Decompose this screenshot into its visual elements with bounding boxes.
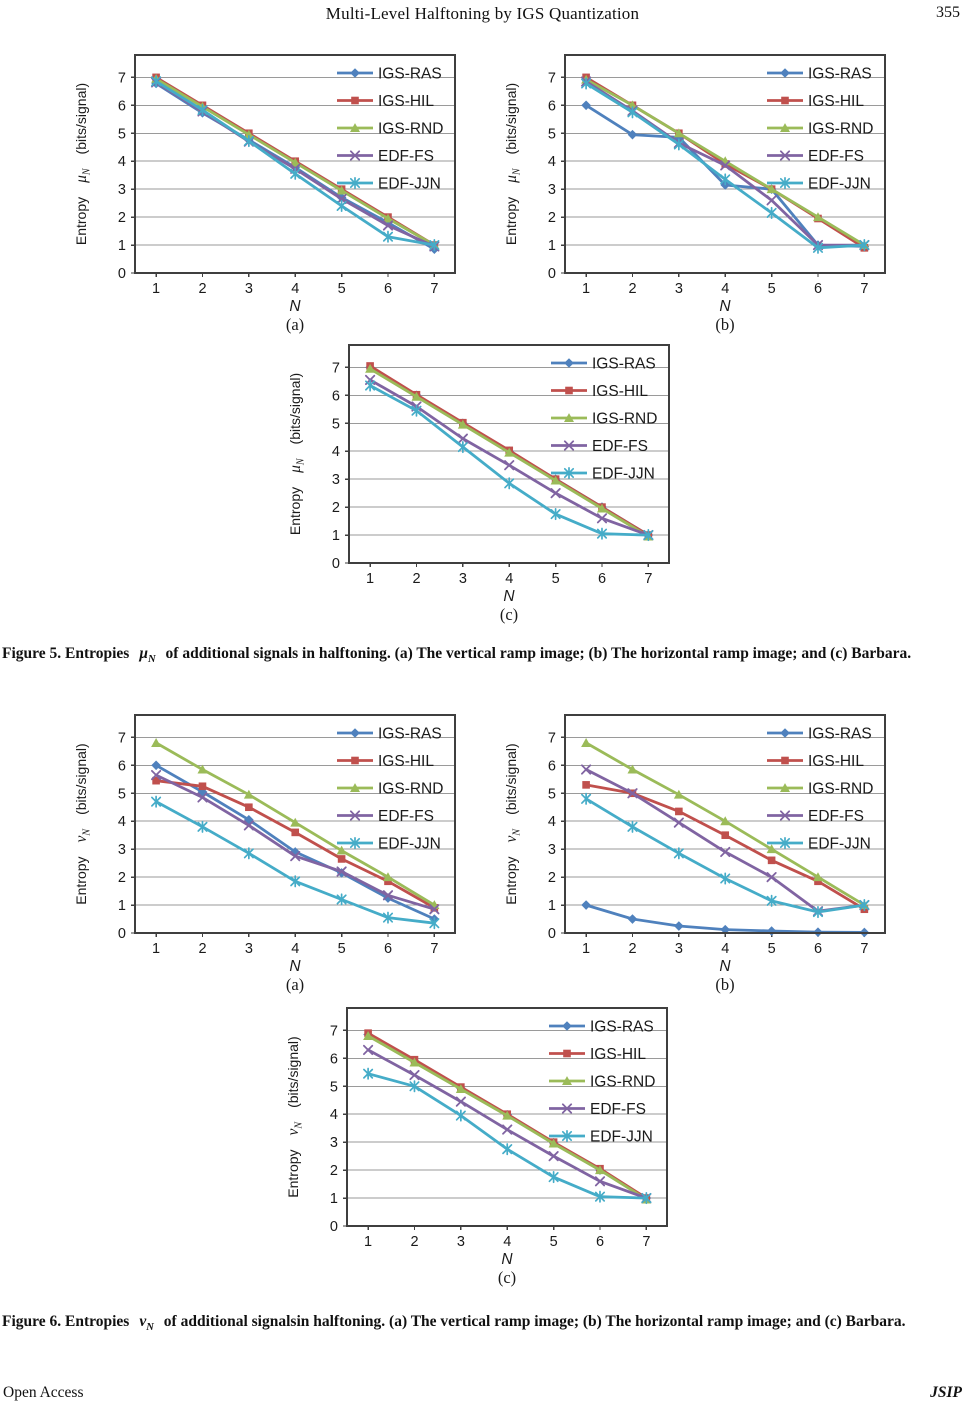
svg-text:3: 3 <box>329 1135 338 1152</box>
svg-text:3: 3 <box>244 941 253 957</box>
svg-text:1: 1 <box>152 941 161 957</box>
y-axis <box>330 1023 347 1235</box>
footer-open-access: Open Access <box>3 1384 84 1401</box>
svg-text:1: 1 <box>329 1191 338 1208</box>
svg-text:EDF-FS: EDF-FS <box>808 808 864 825</box>
svg-text:IGS-RAS: IGS-RAS <box>378 65 442 83</box>
line-chart-5b <box>501 43 901 335</box>
x-axis-title: N <box>501 1251 513 1268</box>
svg-text:7: 7 <box>329 1023 338 1040</box>
svg-text:IGS-HIL: IGS-HIL <box>378 753 434 770</box>
svg-text:IGS-HIL: IGS-HIL <box>808 753 864 770</box>
x-axis-title: N <box>289 958 301 975</box>
svg-text:IGS-RND: IGS-RND <box>378 780 444 798</box>
svg-text:IGS-HIL: IGS-HIL <box>590 1046 646 1063</box>
svg-text:7: 7 <box>331 360 340 377</box>
svg-text:4: 4 <box>291 281 300 297</box>
x-axis <box>152 273 438 297</box>
svg-text:EDF-FS: EDF-FS <box>378 808 434 825</box>
svg-text:2: 2 <box>329 1163 338 1180</box>
line-chart-6c <box>283 996 683 1288</box>
svg-text:4: 4 <box>721 281 730 297</box>
svg-text:4: 4 <box>117 814 126 831</box>
y-axis-title: Entropy $\mu_N$ (bits/signal) <box>73 82 93 246</box>
svg-text:EDF-FS: EDF-FS <box>590 1101 646 1118</box>
svg-text:0: 0 <box>117 926 126 942</box>
svg-text:1: 1 <box>547 898 556 915</box>
x-axis <box>364 1226 650 1250</box>
svg-text:2: 2 <box>628 281 637 297</box>
svg-text:IGS-RND: IGS-RND <box>808 120 874 138</box>
svg-text:6: 6 <box>383 941 393 957</box>
svg-text:2: 2 <box>117 210 126 227</box>
svg-text:7: 7 <box>547 70 556 87</box>
svg-text:IGS-RAS: IGS-RAS <box>590 1018 654 1036</box>
figure5-chart-c <box>285 333 685 625</box>
svg-text:IGS-RAS: IGS-RAS <box>808 65 872 83</box>
svg-text:3: 3 <box>244 281 253 297</box>
figure6-caption <box>0 1305 965 1345</box>
svg-text:1: 1 <box>547 238 556 255</box>
svg-text:IGS-RND: IGS-RND <box>808 780 874 798</box>
svg-text:5: 5 <box>547 126 556 143</box>
svg-text:IGS-HIL: IGS-HIL <box>592 383 648 400</box>
line-chart-6a <box>71 703 471 995</box>
svg-text:7: 7 <box>642 1234 651 1250</box>
svg-text:5: 5 <box>337 281 346 297</box>
y-axis-title: Entropy $\mu_N$ (bits/signal) <box>287 372 307 536</box>
svg-text:4: 4 <box>503 1234 512 1250</box>
figure6-caption-rest: of additional signalsin halftoning. (a) The vertical ramp image; (b) The horizontal ramp image; and (c) Barbara. <box>163 1313 906 1330</box>
y-axis <box>548 730 565 942</box>
svg-text:7: 7 <box>117 70 126 87</box>
svg-text:EDF-FS: EDF-FS <box>378 148 434 165</box>
svg-text:6: 6 <box>547 98 556 115</box>
svg-text:6: 6 <box>331 388 340 405</box>
x-axis <box>366 563 652 587</box>
svg-text:3: 3 <box>547 182 556 199</box>
y-axis-title: Entropy $\nu_N$ (bits/signal) <box>73 743 93 905</box>
x-axis-title: N <box>503 588 515 605</box>
svg-text:6: 6 <box>329 1051 338 1068</box>
svg-text:1: 1 <box>364 1234 373 1250</box>
figure5-caption-symbol: $\mu_N$ <box>139 645 156 666</box>
svg-text:IGS-RND: IGS-RND <box>592 410 658 428</box>
svg-text:4: 4 <box>329 1107 338 1124</box>
svg-text:5: 5 <box>337 941 346 957</box>
svg-text:IGS-RND: IGS-RND <box>378 120 444 138</box>
x-axis <box>582 273 868 297</box>
svg-text:6: 6 <box>383 281 393 297</box>
figure6-chart-b <box>501 703 901 995</box>
svg-text:5: 5 <box>329 1079 338 1096</box>
figure6-caption-prefix: Figure 6. Entropies <box>2 1313 130 1330</box>
svg-text:7: 7 <box>430 281 439 297</box>
y-axis <box>548 70 565 282</box>
svg-text:1: 1 <box>117 898 126 915</box>
svg-text:3: 3 <box>674 281 683 297</box>
svg-text:EDF-JJN: EDF-JJN <box>590 1128 653 1146</box>
svg-text:2: 2 <box>547 870 556 887</box>
figure5-caption-rest: of additional signals in halftoning. (a) The vertical ramp image; (b) The horizontal ramp image; and (c) Barbara. <box>165 645 912 662</box>
svg-text:2: 2 <box>412 571 421 587</box>
svg-text:7: 7 <box>860 941 869 957</box>
svg-text:IGS-RAS: IGS-RAS <box>378 725 442 743</box>
x-axis-title: N <box>289 298 301 315</box>
y-axis <box>118 70 135 282</box>
svg-text:0: 0 <box>331 556 340 572</box>
svg-text:EDF-JJN: EDF-JJN <box>808 175 871 193</box>
x-axis-title: N <box>719 298 731 315</box>
svg-text:2: 2 <box>628 941 637 957</box>
svg-text:7: 7 <box>117 730 126 747</box>
svg-text:IGS-RAS: IGS-RAS <box>592 355 656 373</box>
svg-text:0: 0 <box>547 266 556 282</box>
svg-text:4: 4 <box>547 814 556 831</box>
svg-text:2: 2 <box>410 1234 419 1250</box>
svg-text:6: 6 <box>547 758 556 775</box>
line-chart-5a <box>71 43 471 335</box>
svg-text:2: 2 <box>117 870 126 887</box>
svg-text:7: 7 <box>860 281 869 297</box>
y-axis <box>118 730 135 942</box>
svg-text:5: 5 <box>767 941 776 957</box>
svg-text:0: 0 <box>329 1219 338 1235</box>
svg-text:5: 5 <box>549 1234 558 1250</box>
y-axis <box>332 360 349 572</box>
svg-text:3: 3 <box>458 571 467 587</box>
svg-text:5: 5 <box>551 571 560 587</box>
svg-text:3: 3 <box>547 842 556 859</box>
chart-sublabel: (a) <box>285 315 305 334</box>
svg-text:6: 6 <box>813 941 823 957</box>
figure6-caption-symbol: $\nu_N$ <box>139 1313 154 1334</box>
chart-sublabel: (c) <box>499 605 519 624</box>
svg-text:4: 4 <box>505 571 514 587</box>
chart-sublabel: (b) <box>715 975 735 994</box>
svg-text:5: 5 <box>331 416 340 433</box>
svg-text:IGS-HIL: IGS-HIL <box>378 93 434 110</box>
figure5-chart-b <box>501 43 901 335</box>
svg-text:7: 7 <box>547 730 556 747</box>
svg-text:EDF-FS: EDF-FS <box>808 148 864 165</box>
svg-text:5: 5 <box>547 786 556 803</box>
svg-text:4: 4 <box>721 941 730 957</box>
x-axis-title: N <box>719 958 731 975</box>
svg-text:6: 6 <box>813 281 823 297</box>
svg-text:EDF-JJN: EDF-JJN <box>378 835 441 853</box>
svg-text:3: 3 <box>674 941 683 957</box>
figure5-caption-prefix: Figure 5. Entropies <box>2 645 130 662</box>
figure6-chart-a <box>71 703 471 995</box>
svg-text:1: 1 <box>366 571 375 587</box>
figure6-chart-c <box>283 996 683 1288</box>
svg-text:6: 6 <box>117 98 126 115</box>
svg-text:3: 3 <box>117 842 126 859</box>
svg-text:3: 3 <box>456 1234 465 1250</box>
svg-text:5: 5 <box>117 126 126 143</box>
svg-text:3: 3 <box>117 182 126 199</box>
chart-sublabel: (c) <box>497 1268 517 1287</box>
svg-text:5: 5 <box>117 786 126 803</box>
page-number: 355 <box>936 4 960 21</box>
chart-sublabel: (b) <box>715 315 735 334</box>
svg-text:4: 4 <box>331 444 340 461</box>
svg-text:3: 3 <box>331 472 340 489</box>
svg-text:6: 6 <box>595 1234 605 1250</box>
y-axis-title: Entropy $\nu_N$ (bits/signal) <box>503 743 523 905</box>
line-chart-6b <box>501 703 901 995</box>
svg-text:5: 5 <box>767 281 776 297</box>
svg-text:2: 2 <box>331 500 340 517</box>
page-footer <box>0 1384 965 1402</box>
svg-text:1: 1 <box>117 238 126 255</box>
y-axis-title: Entropy $\mu_N$ (bits/signal) <box>503 82 523 246</box>
figure5-caption <box>0 637 965 677</box>
svg-text:IGS-RND: IGS-RND <box>590 1073 656 1091</box>
footer-journal-name: JSIP <box>930 1384 962 1401</box>
svg-text:7: 7 <box>644 571 653 587</box>
svg-text:2: 2 <box>198 941 207 957</box>
svg-text:1: 1 <box>331 528 340 545</box>
svg-text:2: 2 <box>547 210 556 227</box>
svg-text:0: 0 <box>547 926 556 942</box>
svg-text:4: 4 <box>291 941 300 957</box>
chart-sublabel: (a) <box>285 975 305 994</box>
figure5-chart-a <box>71 43 471 335</box>
svg-text:4: 4 <box>117 154 126 171</box>
svg-text:0: 0 <box>117 266 126 282</box>
svg-text:1: 1 <box>152 281 161 297</box>
svg-text:6: 6 <box>117 758 126 775</box>
svg-text:EDF-JJN: EDF-JJN <box>808 835 871 853</box>
svg-text:EDF-JJN: EDF-JJN <box>378 175 441 193</box>
svg-text:6: 6 <box>597 571 607 587</box>
x-axis <box>152 933 438 957</box>
svg-text:2: 2 <box>198 281 207 297</box>
y-axis-title: Entropy $\nu_N$ (bits/signal) <box>285 1036 305 1198</box>
line-chart-5c <box>285 333 685 625</box>
svg-text:1: 1 <box>582 941 591 957</box>
svg-text:4: 4 <box>547 154 556 171</box>
svg-text:EDF-FS: EDF-FS <box>592 438 648 455</box>
svg-text:7: 7 <box>430 941 439 957</box>
svg-text:IGS-HIL: IGS-HIL <box>808 93 864 110</box>
svg-text:IGS-RAS: IGS-RAS <box>808 725 872 743</box>
x-axis <box>582 933 868 957</box>
paper-title: Multi-Level Halftoning by IGS Quantization <box>325 4 640 23</box>
svg-text:EDF-JJN: EDF-JJN <box>592 465 655 483</box>
svg-text:1: 1 <box>582 281 591 297</box>
